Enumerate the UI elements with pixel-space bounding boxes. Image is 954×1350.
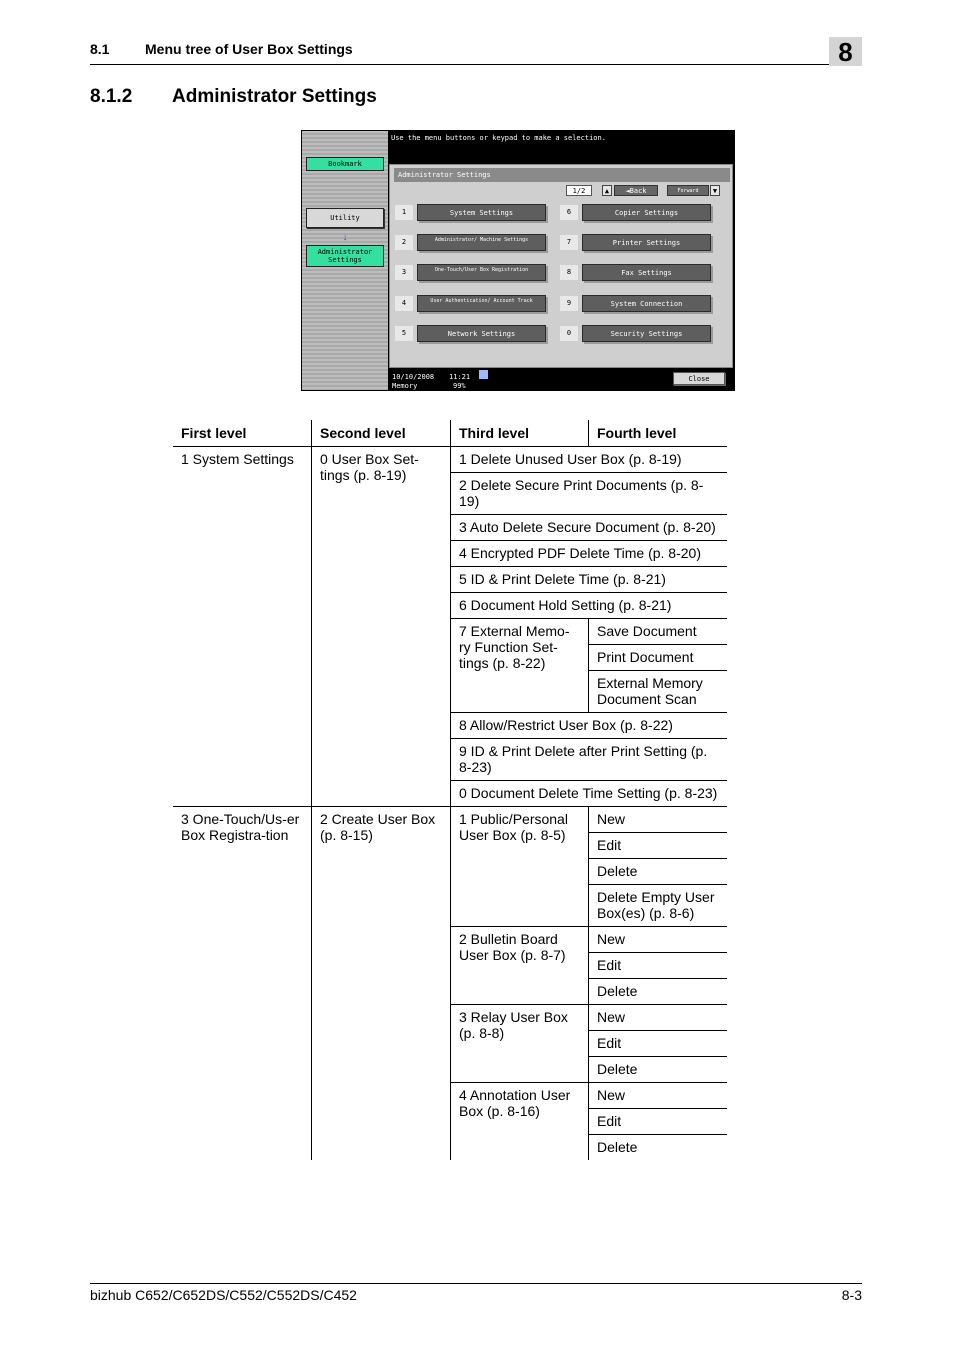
menu-item[interactable] — [560, 201, 720, 225]
cell-fourth-level: Print Document — [589, 645, 728, 671]
cell-third-level: 3 Relay User Box (p. 8-8) — [451, 1005, 589, 1083]
menu-button[interactable]: System Connection — [582, 295, 711, 312]
table-row — [173, 807, 727, 833]
menu-item[interactable] — [395, 231, 555, 255]
menu-button[interactable]: Network Settings — [417, 325, 546, 342]
menu-number: 2 — [395, 235, 413, 250]
menu-tree-table — [173, 420, 727, 1160]
arrow-down-icon: ↓ — [342, 232, 348, 243]
menu-item[interactable] — [560, 322, 720, 346]
menu-number: 9 — [560, 296, 578, 311]
cell-third-level: 9 ID & Print Delete after Print Setting (p. 8-23) — [451, 739, 728, 781]
close-button[interactable]: Close — [673, 372, 725, 385]
menu-item[interactable] — [395, 201, 555, 225]
cell-fourth-level: Delete — [589, 1135, 728, 1161]
cell-fourth-level: Edit — [589, 953, 728, 979]
network-icon — [479, 370, 488, 379]
cell-third-level: 2 Bulletin Board User Box (p. 8-7) — [451, 927, 589, 1005]
cell-third-level: 0 Document Delete Time Setting (p. 8-23) — [451, 781, 728, 807]
heading-number: 8.1.2 — [90, 86, 133, 107]
cell-third-level: 2 Delete Secure Print Documents (p. 8-19) — [451, 473, 728, 515]
menu-item[interactable] — [560, 261, 720, 285]
cell-fourth-level: New — [589, 1005, 728, 1031]
date: 10/10/2008 — [392, 373, 435, 381]
menu-item[interactable] — [395, 292, 555, 316]
table-header-row — [173, 420, 727, 447]
footer-page-number: 8-3 — [841, 1287, 862, 1303]
menu-item[interactable] — [395, 261, 555, 285]
header-third-level: Third level — [451, 420, 589, 447]
header-second-level: Second level — [312, 420, 451, 447]
menu-number: 7 — [560, 235, 578, 250]
section-title: Menu tree of User Box Settings — [145, 41, 353, 57]
menu-number: 5 — [395, 326, 413, 341]
cell-fourth-level: Edit — [589, 833, 728, 859]
cell-fourth-level: New — [589, 1083, 728, 1109]
left-panel — [302, 131, 388, 390]
cell-third-level: 7 External Memo-ry Function Set-tings (p. 8-22) — [451, 619, 589, 713]
chapter-badge: 8 — [829, 37, 862, 66]
forward-button[interactable]: Forward — [667, 185, 709, 196]
menu-button[interactable]: Administrator/ Machine Settings — [417, 234, 546, 251]
menu-number: 6 — [560, 205, 578, 220]
menu-window — [389, 164, 733, 368]
cell-fourth-level: Edit — [589, 1109, 728, 1135]
menu-number: 1 — [395, 205, 413, 220]
cell-second-level: 0 User Box Set-tings (p. 8-19) — [312, 447, 451, 807]
cell-second-level: 2 Create User Box (p. 8-15) — [312, 807, 451, 1161]
cell-third-level: 6 Document Hold Setting (p. 8-21) — [451, 593, 728, 619]
menu-title: Administrator Settings — [394, 168, 730, 182]
cell-fourth-level: External Memory Document Scan — [589, 671, 728, 713]
menu-grid — [395, 201, 731, 361]
cell-fourth-level: Edit — [589, 1031, 728, 1057]
bookmark-button[interactable]: Bookmark — [306, 157, 384, 171]
cell-third-level: 1 Public/Personal User Box (p. 8-5) — [451, 807, 589, 927]
cell-first-level: 1 System Settings — [173, 447, 312, 807]
menu-item[interactable] — [560, 292, 720, 316]
cell-first-level: 3 One-Touch/Us-er Box Registra-tion — [181, 811, 300, 843]
status-bar — [389, 369, 733, 390]
cell-fourth-level: Delete — [589, 979, 728, 1005]
administrator-settings-button[interactable]: Administrator Settings — [306, 245, 384, 267]
menu-button[interactable]: One-Touch/User Box Registration — [417, 264, 546, 281]
memory-value: 99% — [453, 382, 466, 390]
instruction-message: Use the menu buttons or keypad to make a selection. — [391, 134, 606, 142]
cell-third-level: 4 Encrypted PDF Delete Time (p. 8-20) — [451, 541, 728, 567]
cell-fourth-level: Delete Empty User Box(es) (p. 8-6) — [589, 885, 728, 927]
memory-label: Memory — [392, 382, 418, 390]
heading-title: Administrator Settings — [172, 86, 377, 107]
section-number: 8.1 — [90, 41, 110, 57]
menu-button[interactable]: User Authentication/ Account Track — [417, 295, 546, 312]
menu-button[interactable]: System Settings — [417, 204, 546, 221]
back-button[interactable]: ◄Back — [614, 185, 658, 196]
menu-number: 0 — [560, 326, 578, 341]
header-first-level: First level — [173, 420, 312, 447]
cell-third-level: 1 Delete Unused User Box (p. 8-19) — [451, 447, 728, 473]
cell-third-level: 4 Annotation User Box (p. 8-16) — [451, 1083, 589, 1161]
menu-number: 4 — [395, 296, 413, 311]
table-row — [173, 447, 727, 473]
cell-fourth-level: Delete — [589, 1057, 728, 1083]
menu-number: 8 — [560, 265, 578, 280]
menu-item[interactable] — [560, 231, 720, 255]
cell-fourth-level: Delete — [589, 859, 728, 885]
cell-fourth-level: New — [589, 807, 728, 833]
cell-third-level: 5 ID & Print Delete Time (p. 8-21) — [451, 567, 728, 593]
cell-third-level: 3 Auto Delete Secure Document (p. 8-20) — [451, 515, 728, 541]
header-rule — [90, 64, 862, 65]
header-fourth-level: Fourth level — [589, 420, 728, 447]
back-small-icon[interactable]: ▲ — [602, 185, 612, 196]
menu-item[interactable] — [395, 322, 555, 346]
time: 11:21 — [449, 373, 471, 381]
forward-small-icon[interactable]: ▼ — [710, 185, 720, 196]
control-panel-screenshot — [301, 130, 735, 391]
footer-model: bizhub C652/C652DS/C552/C552DS/C452 — [90, 1287, 357, 1303]
menu-button[interactable]: Fax Settings — [582, 264, 711, 281]
menu-button[interactable]: Printer Settings — [582, 234, 711, 251]
menu-button[interactable]: Security Settings — [582, 325, 711, 342]
cell-fourth-level: New — [589, 927, 728, 953]
menu-button[interactable]: Copier Settings — [582, 204, 711, 221]
footer-rule — [90, 1283, 862, 1284]
utility-button[interactable]: Utility — [306, 208, 384, 228]
cell-third-level: 8 Allow/Restrict User Box (p. 8-22) — [451, 713, 728, 739]
menu-number: 3 — [395, 265, 413, 280]
page-indicator: 1/2 — [566, 185, 592, 196]
cell-fourth-level: Save Document — [589, 619, 728, 645]
